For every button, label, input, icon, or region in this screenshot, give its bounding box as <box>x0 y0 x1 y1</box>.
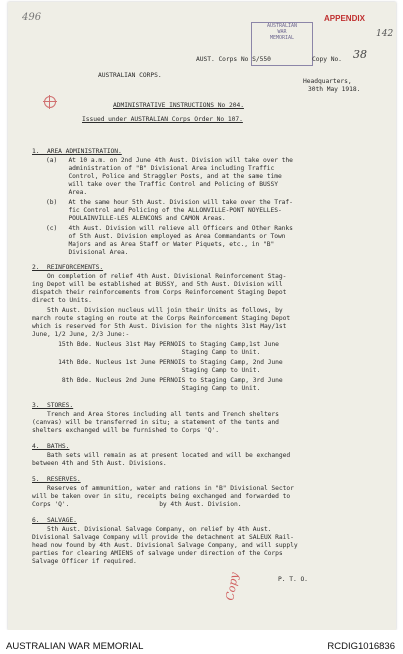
please-turn-over: P. T. O. <box>278 576 308 583</box>
text-line: march route staging en route at the Corps Reinforcement Staging Depot <box>32 315 291 322</box>
text-line: between 4th and 5th Aust. Divisions. <box>32 460 167 467</box>
text-line: which is reserved for 5th Aust. Division for the nights 31st May/1st <box>32 323 287 330</box>
text-line: dispatch their reinforcements from Corps Reinforcement Staging Depot <box>32 289 287 296</box>
archive-reference: RCDIG1016836 <box>327 641 395 652</box>
text-line: Majors and as Area Staff or Water Piquets, etc., in "B" <box>46 241 275 248</box>
text-line: Reserves of ammunition, water and rations in "B" Divisional Sector <box>32 485 294 492</box>
text-line: 5th Aust. Division nucleus will join their Units as follows, by <box>32 307 283 314</box>
document-title: ADMINISTRATIVE INSTRUCTIONS No 204. <box>113 102 244 109</box>
text-line: (a) At 10 a.m. on 2nd June 4th Aust. Division will take over the <box>46 157 293 164</box>
red-copy-annotation: Copy <box>223 571 242 602</box>
text-line: head now found by 4th Aust. Divisional Salvage Company, and will supply <box>32 542 298 549</box>
text-line: Staging Camp to Unit. <box>32 349 261 356</box>
text-line: (b) At the same hour 5th Aust. Division will take over the Traf- <box>46 199 293 206</box>
text-line: Staging Camp to Unit. <box>32 367 261 374</box>
organisation-title: AUSTRALIAN CORPS. <box>98 72 162 79</box>
text-line: (c) 4th Aust. Division will relieve all Officers and Other Ranks <box>46 225 293 232</box>
text-line: June, 1/2 June, 2/3 June:- <box>32 331 130 338</box>
red-cross-mark <box>44 96 56 108</box>
document-page <box>8 2 396 630</box>
text-line: Corps 'Q'. by 4th Aust. Division. <box>32 501 242 508</box>
text-line: Divisional Salvage Company will provide the detachment at SALEUX Rail- <box>32 534 294 541</box>
handwritten-reference: 496 <box>22 12 42 23</box>
text-line: shelters exchanged will be furnished to Corps 'Q'. <box>32 427 220 434</box>
text-line: Trench and Area Stores including all tents and Trench shelters <box>32 411 279 418</box>
text-line: Area. <box>46 189 88 196</box>
document-subtitle: Issued under AUSTRALIAN Corps Order No 107. <box>82 116 243 123</box>
text-line: will take over the Traffic Control and Policing of BUSSY <box>46 181 278 188</box>
section-heading: 2. REINFORCEMENTS. <box>32 264 104 271</box>
text-line: Salvage Officer if required. <box>32 558 137 565</box>
document-date: 30th May 1918. <box>308 86 361 93</box>
text-line: Divisional Area. <box>46 249 129 256</box>
section-heading: 5. RESERVES. <box>32 476 81 483</box>
copy-number-label: Copy No. <box>312 56 342 63</box>
text-line: 14th Bde. Nucleus 1st June PERNOIS to Staging Camp, 2nd June <box>32 359 283 366</box>
copy-number: 38 <box>353 48 367 61</box>
text-line: 15th Bde. Nucleus 31st May PERNOIS to Staging Camp,1st June <box>32 341 279 348</box>
text-line: 8th Bde. Nucleus 2nd June PERNOIS to Staging Camp, 3rd June <box>32 377 283 384</box>
page-number: 142 <box>376 29 394 39</box>
text-line: ing Depot will be established at BUSSY, and 5th Aust. Division will <box>32 281 283 288</box>
archive-footer <box>0 630 403 654</box>
text-line: Staging Camp to Unit. <box>32 385 261 392</box>
section-heading: 4. BATHS. <box>32 443 70 450</box>
text-line: 5th Aust. Divisional Salvage Company, on relief by 4th Aust. <box>32 526 272 533</box>
text-line: On completion of relief 4th Aust. Divisional Reinforcement Stag- <box>32 273 287 280</box>
memorial-stamp: AUSTRALIAN WAR MEMORIAL <box>251 22 313 66</box>
text-line: direct to Units. <box>32 297 92 304</box>
headquarters: Headquarters, <box>303 78 352 85</box>
text-line: (canvas) will be transferred in situ; a statement of the tents and <box>32 419 279 426</box>
archive-name: AUSTRALIAN WAR MEMORIAL <box>6 641 144 652</box>
text-line: administration of "B" Divisional Area including Traffic <box>46 165 275 172</box>
corps-number: AUST. Corps No S/550 <box>196 56 271 63</box>
text-line: POULAINVILLE-LES ALENCONS and CAMON Areas. <box>46 215 226 222</box>
section-heading: 3. STORES. <box>32 402 74 409</box>
text-line: Control, Police and Straggler Posts, and at the same time <box>46 173 282 180</box>
text-line: Bath sets will remain as at present located and will be exchanged <box>32 452 291 459</box>
text-line: fic Control and Policing of the ALLONVILLE-PONT NOYELLES- <box>46 207 282 214</box>
section-heading: 1. AREA ADMINISTRATION. <box>32 148 122 155</box>
appendix-label: APPENDIX <box>324 14 365 23</box>
text-line: parties for clearing AMIENS of salvage under direction of the Corps <box>32 550 283 557</box>
text-line: of 5th Aust. Division employed as Area Commandants or Town <box>46 233 286 240</box>
text-line: will be taken over in situ, receipts being exchanged and forwarded to <box>32 493 291 500</box>
section-heading: 6. SALVAGE. <box>32 517 77 524</box>
